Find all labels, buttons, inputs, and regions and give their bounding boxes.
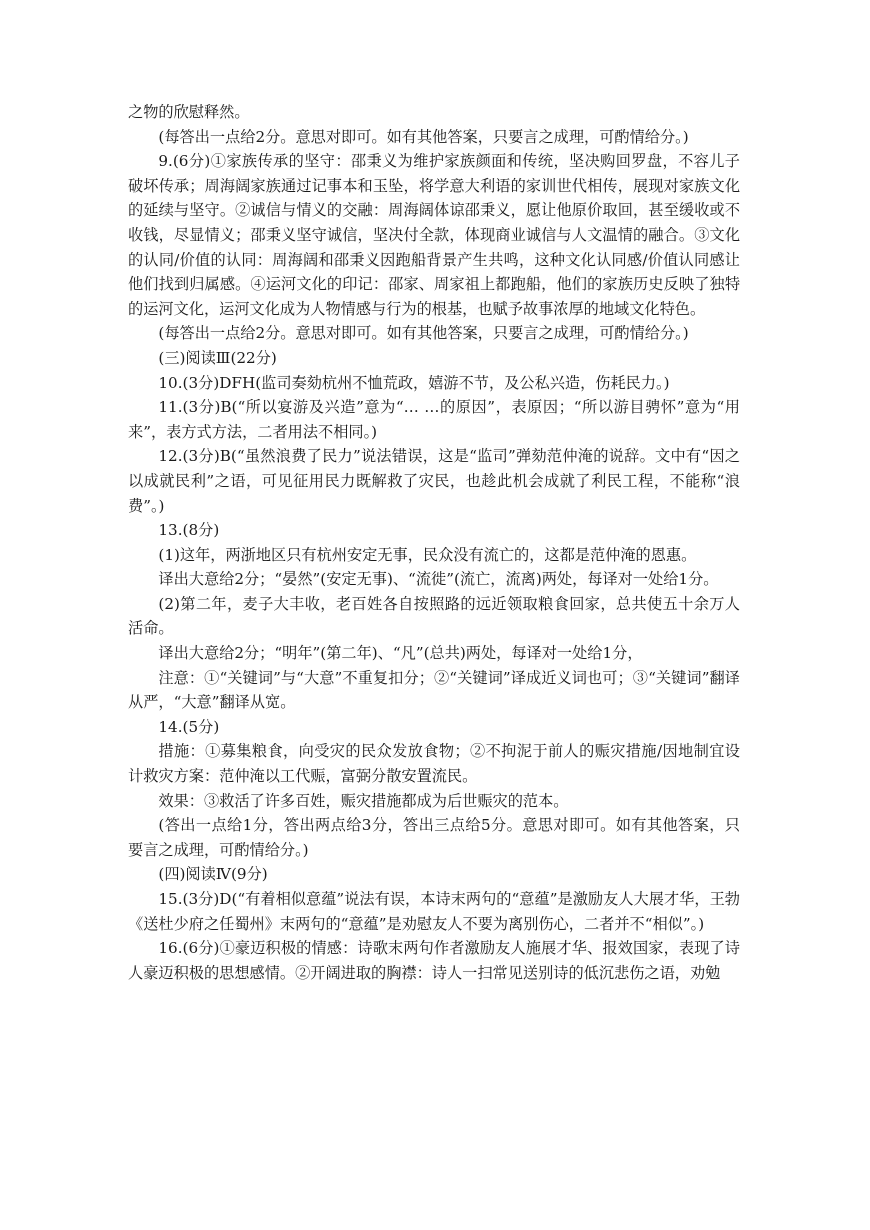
answer-16: 16.(6分)①豪迈积极的情感：诗歌末两句作者激励友人施展才华、报效国家，表现了诗人豪迈积极的思想感情。②开阔进取的胸襟：诗人一扫常见送别诗的低沉悲伤之语，劝勉 (128, 939, 740, 982)
answer-11: 11.(3分)B(“所以宴游及兴造”意为“… …的原因”，表原因；“所以游目骋怀”意为“用来”，表方式方法，二者用法不相同。) (128, 398, 740, 441)
answer-10: 10.(3分)DFH(监司奏劾杭州不恤荒政，嬉游不节，及公私兴造，伤耗民力。) (158, 373, 670, 392)
answer-9: 9.(6分)①家族传承的坚守：邵秉义为维护家族颜面和传统，坚决购回罗盘，不容儿子破坏传承；周海阔家族通过记事本和玉坠，将学意大利语的家训世代相传，展现对家族文化的延续与坚守。②诚信与情义的交融：周海阔体谅邵秉义，愿让他原价取回，甚至缓收或不收钱，尽显情义；邵秉义坚守诚信，坚决付全款，体现商业诚信与人文温情的融合。③文化的认同/价值的认同：周海阔和邵秉义因跑船背景产生共鸣，这种文化认同感/价值认同感让他们找到归属感。④运河文化的印记：邵家、周家祖上都跑船，他们的家族历史反映了独特的运河文化，运河文化成为人物情感与行为的根基，也赋予故事浓厚的地域文化特色。 (128, 152, 740, 318)
answer-13-note: 注意：①“关键词”与“大意”不重复扣分；②“关键词”译成近义词也可；③“关键词”翻译从严，“大意”翻译从宽。 (128, 668, 740, 712)
answer-13-2-scoring: 译出大意给2分；“明年”(第二年)、“凡”(总共)两处，每译对一处给1分， (158, 644, 643, 663)
answer-15: 15.(3分)D(“有着相似意蕴”说法有误，本诗末两句的“意蕴”是激励友人大展才华，王勃《送杜少府之任蜀州》末两句的“意蕴”是劝慰友人不要为离别伤心，二者并不“相似”。) (128, 890, 740, 933)
answer-13-heading: 13.(8分) (158, 521, 220, 540)
text-line-1: (每答出一点给2分。意思对即可。如有其他答案，只要言之成理，可酌情给分。) (158, 127, 689, 146)
answer-13-1: (1)这年，两浙地区只有杭州安定无事，民众没有流亡的，这都是范仲淹的恩惠。 (158, 545, 697, 564)
answer-14-effects: 效果：③救活了许多百姓，赈灾措施都成为后世赈灾的范本。 (158, 791, 569, 810)
answer-document (128, 100, 740, 985)
answer-12: 12.(3分)B(“虽然浪费了民力”说法错误，这是“监司”弹劾范仲淹的说辞。文中有“因之以成就民利”之语，可见征用民力既解救了灾民，也趁此机会成就了利民工程，不能称“浪费”。) (128, 447, 740, 515)
answer-13-1-scoring: 译出大意给2分；“晏然”(安定无事)、“流徙”(流亡，流离)两处，每译对一处给1分。 (158, 570, 719, 589)
text-line-0: 之物的欣慰释然。 (128, 103, 250, 121)
text-line-3: (每答出一点给2分。意思对即可。如有其他答案，只要言之成理，可酌情给分。) (158, 324, 689, 343)
section-heading-4: (四)阅读Ⅳ(9分) (158, 865, 268, 884)
section-heading-3: (三)阅读Ⅲ(22分) (158, 348, 277, 367)
answer-14-scoring: (答出一点给1分，答出两点给3分，答出三点给5分。意思对即可。如有其他答案，只要言之成理，可酌情给分。) (128, 816, 740, 859)
answer-13-2: (2)第二年，麦子大丰收，老百姓各自按照路的远近领取粮食回家，总共使五十余万人活命。 (128, 594, 740, 638)
answer-14-measures: 措施：①募集粮食，向受灾的民众发放食物；②不拘泥于前人的赈灾措施/因地制宜设计救灾方案：范仲淹以工代赈，富弼分散安置流民。 (128, 742, 740, 786)
answer-14-heading: 14.(5分) (158, 717, 220, 736)
